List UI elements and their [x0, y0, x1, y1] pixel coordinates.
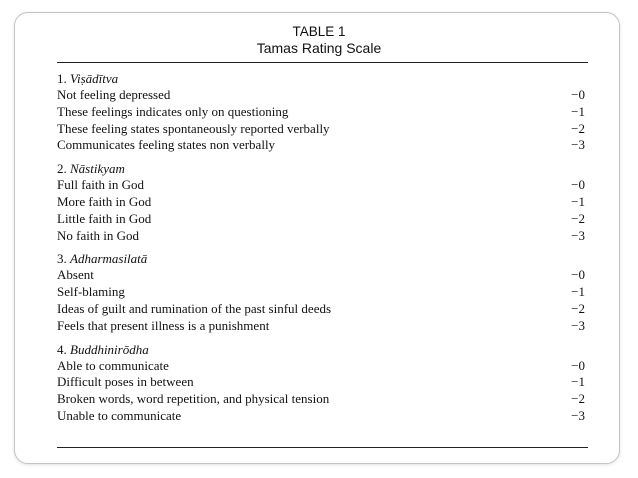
item-text: Not feeling depressed — [57, 87, 171, 102]
scale-item — [57, 87, 588, 104]
item-text: These feelings indicates only on questioning — [57, 103, 289, 119]
section-nastikyam — [57, 160, 588, 244]
item-score: −3 — [571, 317, 585, 333]
scale-item — [57, 104, 588, 121]
item-text: These feeling states spontaneously reported verbally — [57, 120, 330, 136]
item-score: −0 — [571, 267, 585, 283]
section-buddhinirodha — [57, 341, 588, 425]
item-text: Difficult poses in between — [57, 374, 194, 390]
item-text: Little faith in God — [57, 210, 152, 226]
table-title: Tamas Rating Scale — [256, 40, 382, 56]
item-score: −3 — [571, 137, 585, 153]
scale-item — [57, 301, 588, 318]
scale-item — [57, 284, 588, 301]
item-text: Full faith in God — [57, 177, 145, 193]
scale-item — [57, 374, 588, 391]
section-heading — [57, 70, 588, 87]
item-score: −1 — [571, 193, 585, 209]
section-name: Buddhinirōdha — [70, 341, 149, 357]
item-text: Absent — [57, 267, 94, 283]
item-score: −2 — [571, 391, 585, 407]
scale-item — [57, 211, 588, 228]
item-text: Able to communicate — [57, 357, 169, 373]
scale-item — [57, 267, 588, 284]
item-score: −3 — [571, 407, 585, 423]
item-text: Unable to communicate — [57, 407, 182, 423]
item-text: Ideas of guilt and rumination of the past sinful deeds — [57, 300, 332, 316]
scale-item — [57, 228, 588, 245]
section-name: Viṣādītva — [70, 71, 119, 86]
item-text: No faith in God — [57, 227, 139, 243]
bottom-rule — [57, 447, 588, 448]
section-heading — [57, 160, 588, 177]
item-score: −1 — [571, 374, 585, 390]
scale-item — [57, 177, 588, 194]
item-score: −0 — [571, 87, 585, 102]
scale-item — [57, 137, 588, 154]
section-number: 4. — [57, 341, 67, 357]
scale-item — [57, 358, 588, 375]
item-score: −0 — [571, 177, 585, 193]
item-text: Self-blaming — [57, 284, 125, 300]
scale-item — [57, 194, 588, 211]
item-text: More faith in God — [57, 193, 152, 209]
scale-item — [57, 121, 588, 138]
item-score: −1 — [571, 284, 585, 300]
item-score: −2 — [571, 120, 585, 136]
item-score: −2 — [571, 300, 585, 316]
item-text: Broken words, word repetition, and physical tension — [57, 391, 330, 407]
section-heading — [57, 250, 588, 267]
section-heading — [57, 341, 588, 358]
scale-item — [57, 391, 588, 408]
rating-sections — [57, 70, 588, 431]
item-score: −3 — [571, 227, 585, 243]
scale-item — [57, 318, 588, 335]
section-adharmasilata — [57, 250, 588, 334]
section-number: 2. — [57, 161, 67, 177]
section-name: Nāstikyam — [70, 161, 125, 177]
item-score: −0 — [571, 357, 585, 373]
item-text: Feels that present illness is a punishment — [57, 317, 270, 333]
section-visaditva — [57, 70, 588, 154]
item-text: Communicates feeling states non verbally — [57, 137, 276, 153]
scale-item — [57, 408, 588, 425]
item-score: −1 — [571, 103, 585, 119]
section-number: 3. — [57, 251, 67, 267]
top-rule — [57, 62, 588, 63]
section-name: Adharmasilatā — [70, 251, 148, 267]
item-score: −2 — [571, 210, 585, 226]
table-label: TABLE 1 — [292, 24, 346, 39]
section-number: 1. — [57, 71, 67, 86]
